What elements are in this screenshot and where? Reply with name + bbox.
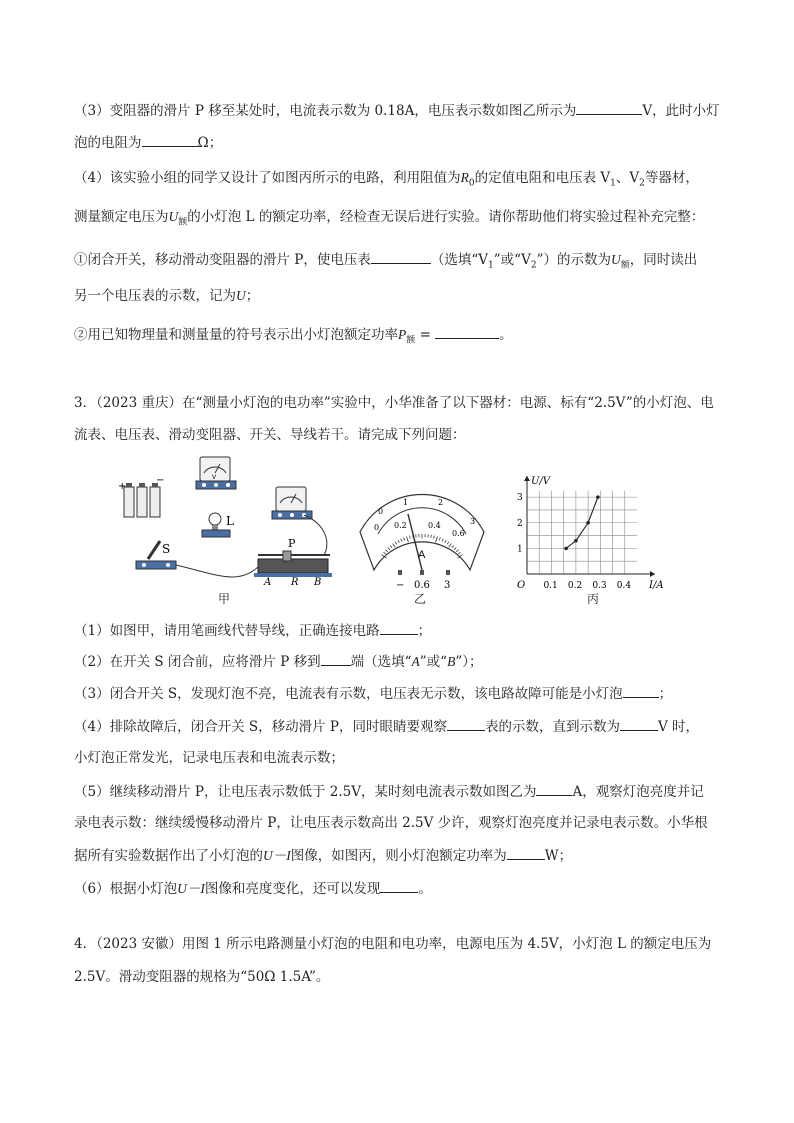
symbol-r0: R [460,170,469,185]
symbol-p: P [398,327,407,342]
svg-text:−: − [156,475,165,486]
q2-part3-line1 [74,100,720,121]
x-tick-label: 0.4 [616,581,632,591]
text: ”）的示数为 [536,252,611,268]
text: 4．（2023 安徽）用图 1 所示电路测量小灯泡的电阻和电功率，电源电压为 4.5V，小灯泡 L 的额定电压为 [74,936,712,952]
caption-yi: 乙 [414,592,427,606]
symbol-u: U [168,209,179,224]
text: （4）排除故障后，闭合开关 S，移动滑片 P，同时眼睛要观察 [74,719,448,735]
outer-label: 2 [438,498,444,507]
x-tick-label: 0.3 [592,581,607,591]
q4-line1 [74,934,711,954]
q2-step2-line [74,324,513,351]
q3-a5-line1 [74,781,704,802]
outer-label: 1 [403,498,409,507]
subscript: 额 [406,335,416,346]
text: （5）继续移动滑片 P，让电压表示数低于 2.5V，某时刻电流表示数如图乙为 [74,784,537,800]
label-s: S [162,542,171,556]
svg-text:+: + [118,481,127,492]
text: ”或“ [419,654,448,670]
ammeter-icon [272,487,312,519]
caption-jia: 甲 [218,592,231,606]
answer-blank[interactable] [620,716,658,731]
terminal-3: 3 [444,580,451,591]
voltmeter-icon [196,457,236,489]
symbol-ui: U－I [263,848,291,863]
graph-axes [524,476,655,577]
answer-blank[interactable] [380,878,418,893]
q2-part4-line1 [74,168,699,194]
answer-blank[interactable] [507,845,545,860]
y-axis-arrow [524,476,530,481]
inner-label: 0.2 [394,521,407,530]
x-tick-label: 0.1 [543,581,558,591]
subscript: 2 [530,260,537,271]
q3-a5-line2 [74,813,708,833]
q2-step1-line2 [74,286,259,306]
y-tick-label: 1 [517,544,523,555]
terminal-post [446,570,450,575]
x-axis-label: I/A [649,580,664,591]
answer-blank[interactable] [536,781,572,796]
symbol-ui: U－I [177,881,205,896]
terminal-06: 0.6 [414,580,430,591]
text: 图像和亮度变化，还可以发现 [204,881,381,897]
q3-intro-line2 [74,425,466,445]
answer-blank[interactable] [576,100,642,115]
text: ”或“V [493,252,531,268]
text: V，此时小灯 [642,103,720,119]
text: Ω； [197,135,223,151]
q3-a2 [74,651,482,672]
outer-label: 3 [470,517,476,526]
inner-label: 0.4 [428,521,441,530]
figure-jia-apparatus [118,455,343,590]
scale-tick [431,535,432,538]
data-point [596,495,600,499]
text: ①闭合开关，移动滑动变阻器的滑片 P，使电压表 [74,252,371,268]
q3-intro-line1 [74,393,714,413]
text: 3．（2023 重庆）在“测量小灯泡的电功率”实验中，小华准备了以下器材：电源、标有“2.5V”的小灯泡、电 [74,395,714,411]
subscript: 额 [178,217,188,228]
q3-a3 [74,683,672,704]
wire [304,515,327,555]
q2-part4-line2 [74,207,704,233]
q3-a5-line3 [74,845,572,866]
text: ； [658,686,673,702]
battery-icon [118,475,164,517]
subscript: 1 [610,178,616,189]
text: 测量额定电压为 [74,209,169,225]
data-point [564,547,568,551]
q2-step1-line1 [74,249,697,276]
label-b: B [314,577,322,588]
text: 。 [418,881,432,897]
svg-text:V: V [212,474,217,481]
answer-blank[interactable] [380,620,418,635]
text: W； [544,848,573,864]
subscript: 2 [639,178,645,189]
text: 流表、电压表、滑动变阻器、开关、导线若干。请完成下列问题： [74,427,466,443]
meter-unit: A [418,549,426,561]
label-l: L [226,514,234,528]
label-r: R [291,577,299,588]
q2-part3-line2 [74,132,222,153]
label-a: A [264,577,272,588]
answer-blank[interactable] [371,249,431,264]
answer-blank[interactable] [321,651,351,666]
text: （3）变阻器的滑片 P 移至某处时，电流表示数为 0.18A，电压表示数如图乙所示为 [74,103,577,119]
x-axis-arrow [650,571,655,577]
y-tick-label: 2 [517,518,523,529]
text: ，同时读出 [629,252,698,268]
symbol-u: U [236,288,246,303]
terminal-post [420,570,424,575]
text: 表的示数，直到示数为 [485,719,621,735]
answer-blank[interactable] [142,132,198,147]
data-point [574,539,578,543]
text: ； [417,623,432,639]
answer-blank[interactable] [435,324,499,339]
symbol: B [447,654,456,669]
text: 、V [615,170,640,186]
x-tick-label: 0.2 [567,581,583,591]
text: 端（选填“ [350,654,412,670]
wire [176,565,258,577]
answer-blank[interactable] [623,683,659,698]
text: 。 [499,327,513,343]
terminal-minus: − [396,580,405,591]
rheostat-icon [254,551,332,577]
inner-label: 0 [374,523,380,532]
text: ②用已知物理量和测量量的符号表示出小灯泡额定功率 [74,327,398,343]
text: （4）该实验小组的同学又设计了如图丙所示的电路，利用阻值为 [74,170,461,186]
q4-line2 [74,967,329,987]
text: 泡的电阻为 [74,135,142,151]
y-tick-label: 3 [517,493,523,504]
subscript: 额 [620,260,630,271]
text: （6）根据小灯泡 [74,881,178,897]
figure-bing-ui-graph [505,470,680,592]
text: V 时， [658,719,700,735]
subscript: 0 [468,178,475,189]
text: ”）； [455,654,483,670]
text: （选填“V [430,252,489,268]
text: （3）闭合开关 S，发现灯泡不亮，电流表有示数，电压表无示数，该电路故障可能是小灯泡 [74,686,623,702]
symbol-u: U [610,252,621,267]
label-p: P [288,537,296,550]
symbol: A [411,654,420,669]
text: 的小灯泡 L 的额定功率，经检查无误后进行实验。请你帮助他们将实验过程补充完整： [187,209,705,225]
y-axis-label: U/V [531,476,551,487]
figure-yi-ammeter [352,492,492,592]
outer-label: 0 [378,507,384,516]
text: 据所有实验数据作出了小灯泡的 [74,848,263,864]
q3-a4-line1 [74,716,699,737]
text: ； [245,288,260,304]
inner-label: 0.6 [452,529,465,538]
subscript: 1 [488,260,494,271]
caption-bing: 丙 [587,592,600,606]
q3-a6 [74,878,432,899]
text: 小灯泡正常发光，记录电压表和电流表示数； [74,750,344,766]
text: 图像，如图丙，则小灯泡额定功率为 [290,848,507,864]
text: （2）在开关 S 闭合前，应将滑片 P 移到 [74,654,321,670]
text: A，观察灯泡亮度并记 [572,784,704,800]
q3-a1 [74,620,431,641]
text: 另一个电压表的示数，记为 [74,288,236,304]
origin-label: O [517,580,526,591]
text: 2.5V。滑动变阻器的规格为“50Ω 1.5A”。 [74,969,330,985]
data-point [586,521,590,525]
q3-a4-line2 [74,748,344,768]
text: 的定值电阻和电压表 V [474,170,611,186]
text: 等器材， [644,170,699,186]
text: 录电表示数：继续缓慢移动滑片 P，让电压表示数高出 2.5V 少许，观察灯泡亮度并记录电表示数。小华根 [74,815,708,831]
text: （1）如图甲，请用笔画线代替导线，正确连接电路 [74,623,380,639]
answer-blank[interactable] [447,716,485,731]
terminal-post [398,570,402,575]
text: = [419,327,431,343]
